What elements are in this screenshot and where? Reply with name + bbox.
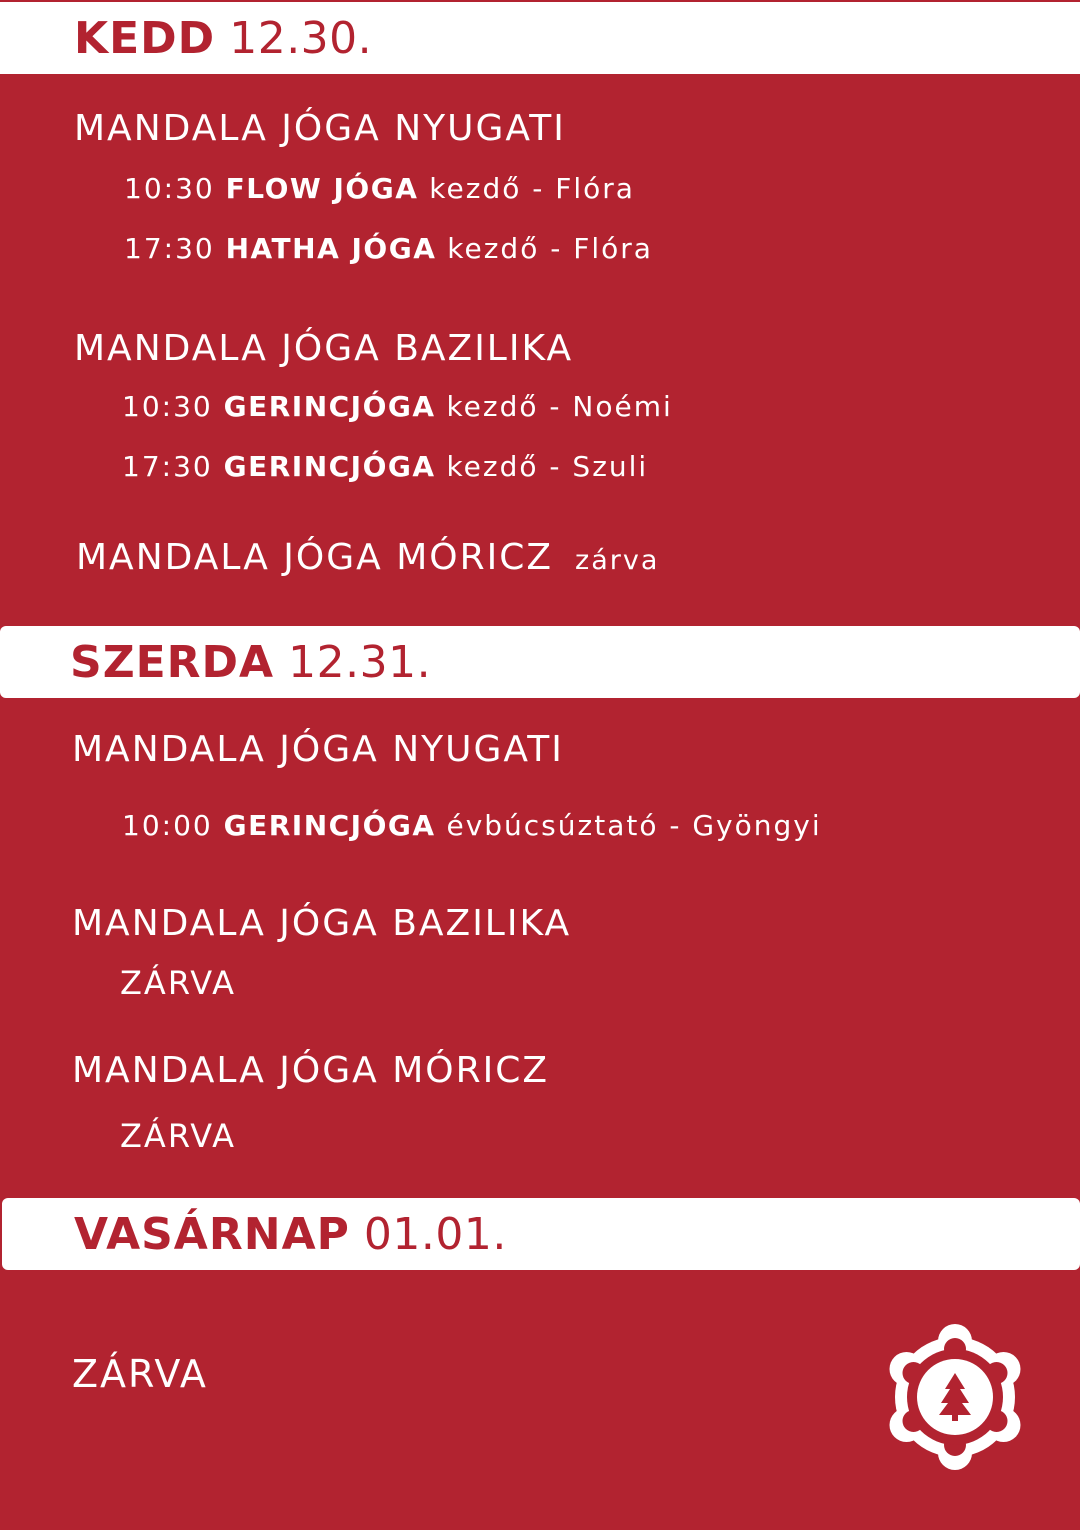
class-row: [124, 232, 653, 265]
class-name: GERINCJÓGA: [223, 450, 436, 483]
class-detail: kezdő - Noémi: [446, 390, 673, 423]
lotus-tree-icon: [880, 1322, 1030, 1472]
class-time: 17:30: [124, 232, 215, 265]
class-detail: kezdő - Flóra: [429, 172, 635, 205]
studio-title: [72, 1050, 550, 1091]
studio-title: [74, 108, 566, 149]
studio-name: MANDALA JÓGA MÓRICZ: [76, 537, 554, 578]
class-detail: évbúcsúztató - Gyöngyi: [446, 809, 822, 842]
class-name: HATHA JÓGA: [225, 232, 437, 265]
studio-name: MANDALA JÓGA NYUGATI: [72, 729, 564, 770]
class-name: GERINCJÓGA: [223, 390, 436, 423]
studio-title: [72, 903, 572, 944]
class-row: [122, 450, 649, 483]
class-name: FLOW JÓGA: [225, 172, 419, 205]
class-time: 10:30: [122, 390, 213, 423]
day-header-vasarnap: [2, 1198, 1080, 1270]
day-header-szerda: [0, 626, 1080, 698]
lotus-tree-icon-svg: [880, 1322, 1030, 1472]
studio-title: [74, 328, 574, 369]
studio-name: MANDALA JÓGA BAZILIKA: [74, 328, 574, 369]
studio-title: [72, 729, 564, 770]
closed-label: ZÁRVA: [120, 964, 237, 1002]
class-detail: kezdő - Szuli: [446, 450, 649, 483]
day-name: SZERDA: [70, 636, 275, 688]
class-time: 10:30: [124, 172, 215, 205]
day-date: 12.30.: [229, 12, 373, 64]
class-name: GERINCJÓGA: [223, 809, 436, 842]
closed-label: ZÁRVA: [120, 1117, 237, 1155]
day-date: 12.31.: [288, 636, 432, 688]
day-date: 01.01.: [363, 1208, 507, 1260]
day-header-kedd: [0, 2, 1080, 74]
class-time: 17:30: [122, 450, 213, 483]
studio-name: MANDALA JÓGA MÓRICZ: [72, 1050, 550, 1091]
class-time: 10:00: [122, 809, 213, 842]
day-name: KEDD: [74, 12, 216, 64]
class-row: [122, 390, 673, 423]
studio-name: MANDALA JÓGA BAZILIKA: [72, 903, 572, 944]
class-row: [124, 172, 635, 205]
day-name: VASÁRNAP: [74, 1208, 350, 1260]
class-detail: kezdő - Flóra: [447, 232, 653, 265]
studio-closed-note: zárva: [575, 545, 660, 576]
studio-name: MANDALA JÓGA NYUGATI: [74, 108, 566, 149]
closed-label: ZÁRVA: [72, 1352, 208, 1396]
class-row: [122, 809, 822, 842]
studio-title: [76, 537, 660, 578]
